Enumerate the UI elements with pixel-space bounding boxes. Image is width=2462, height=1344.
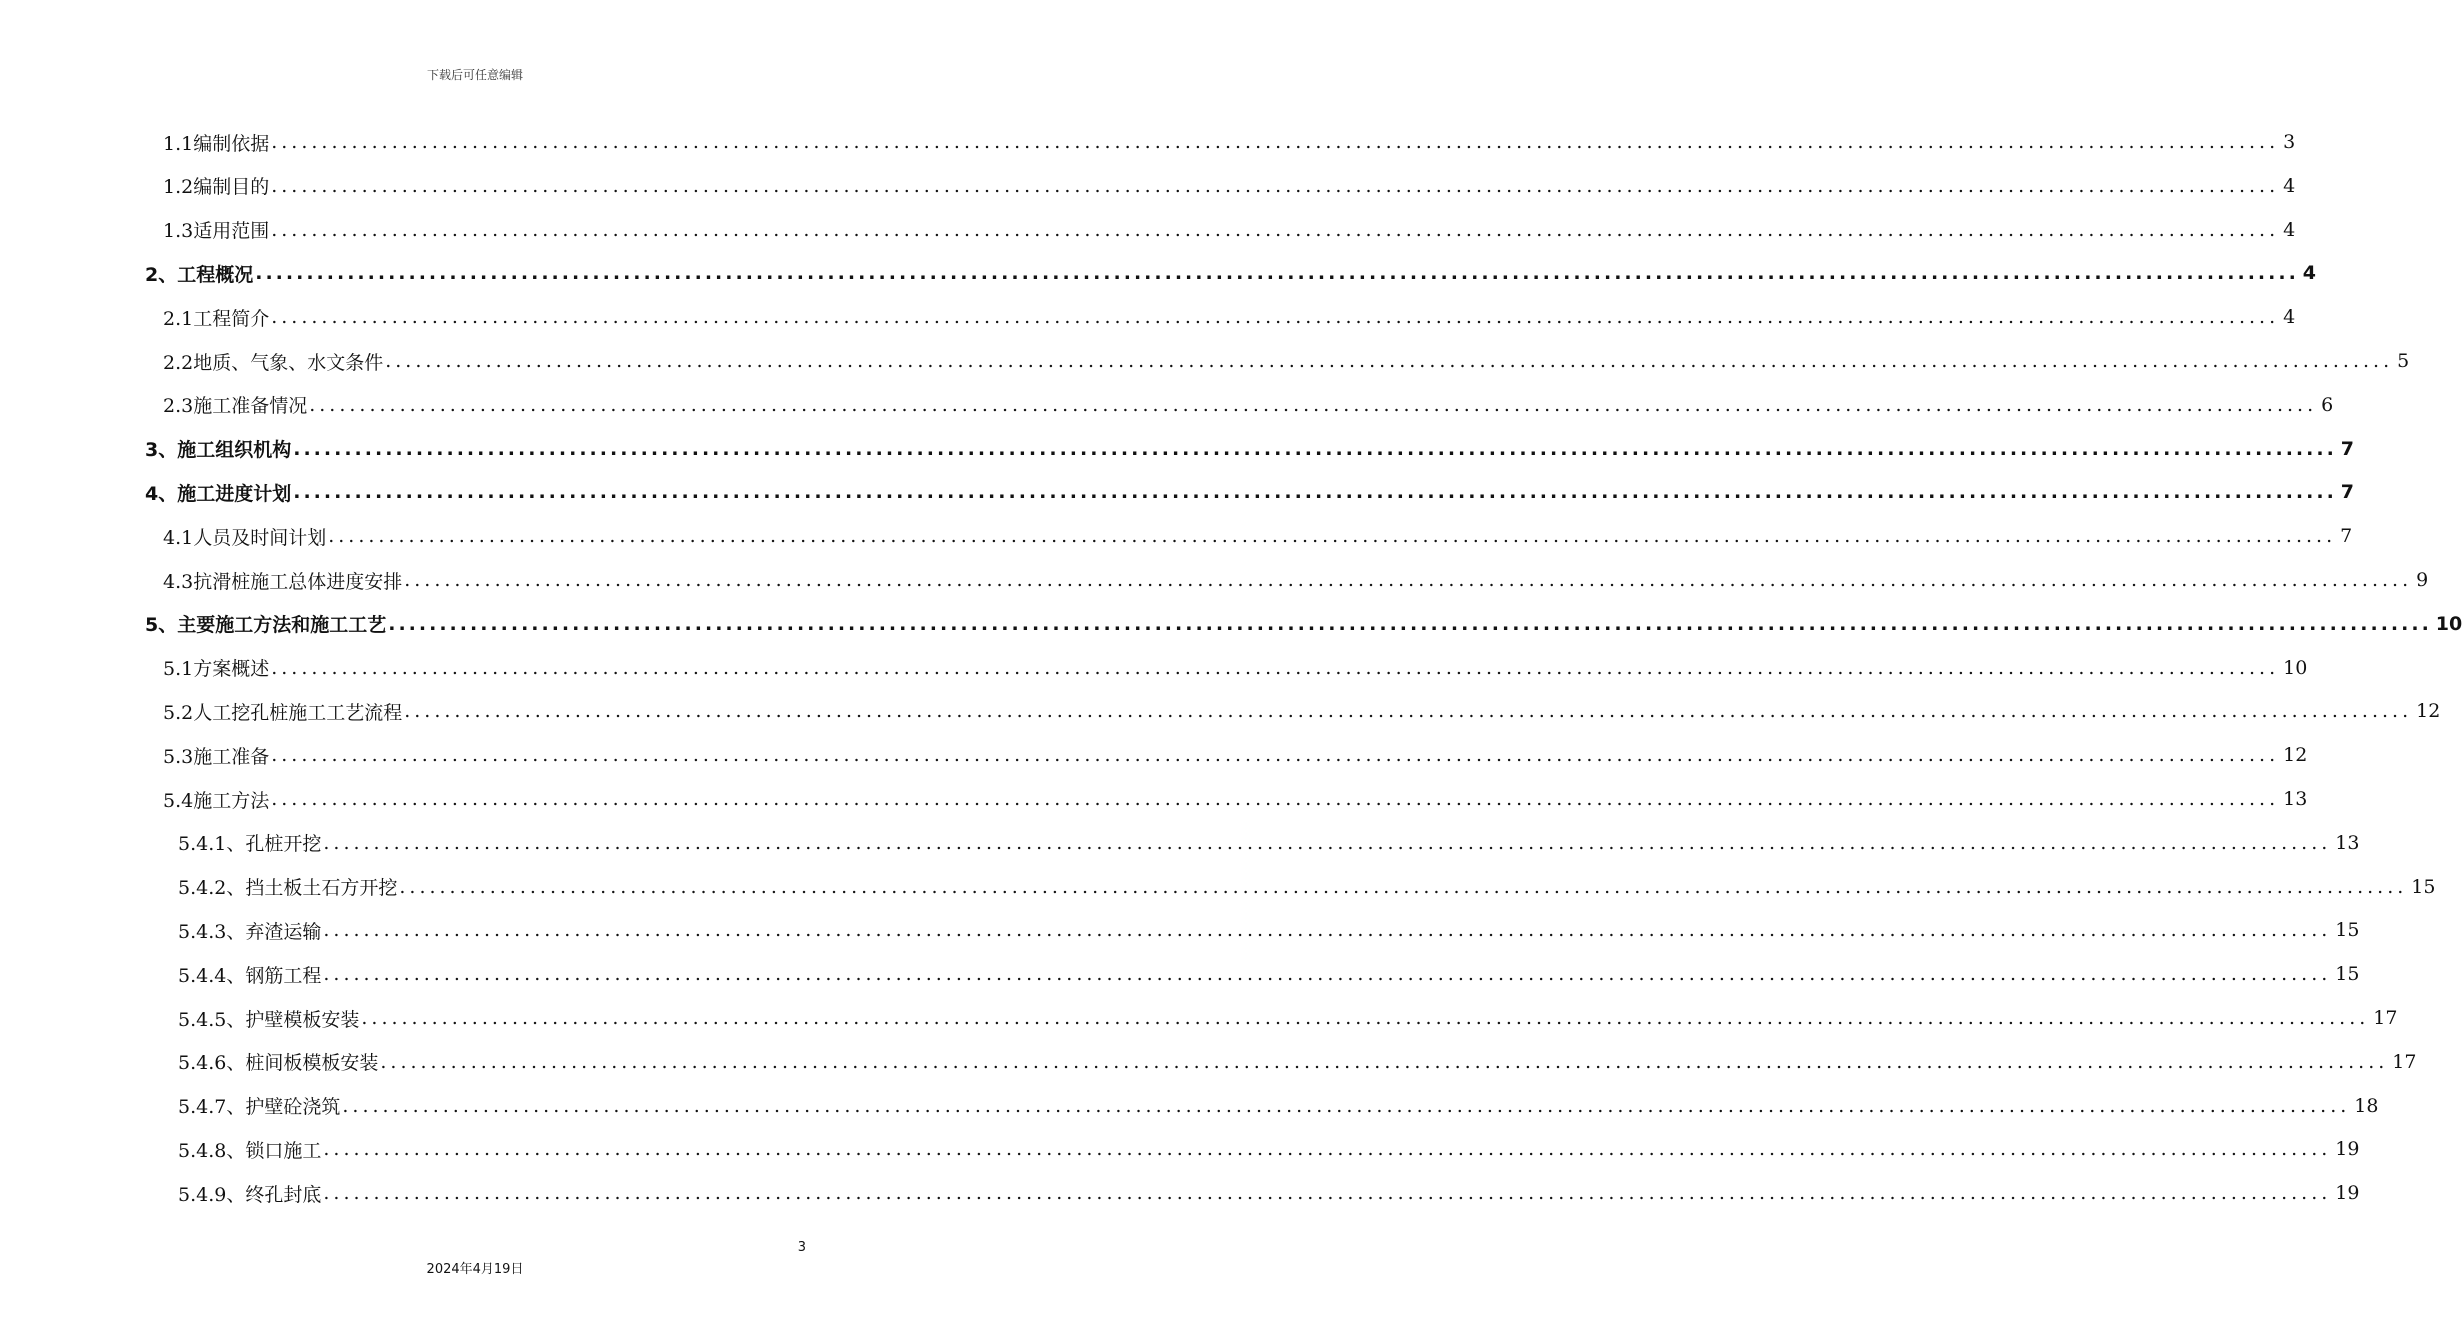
toc-entry-label: 5.4.6、桩间板模板安装 — [178, 1052, 379, 1075]
footer-date: 2024年4月19日 — [426, 1262, 524, 1277]
toc-entry-page: 5 — [2397, 350, 2410, 372]
toc-entry-label: 5.3施工准备 — [163, 745, 270, 768]
toc-entry[interactable] — [178, 1127, 2360, 1171]
toc-entry-page: 7 — [2340, 481, 2355, 504]
toc-dot-leader: ........................................................................................................................................................................................................ — [385, 350, 2394, 372]
toc-entry-page: 7 — [2340, 525, 2353, 548]
toc-entry-label: 5.4施工方法 — [163, 789, 270, 812]
toc-entry-label: 5、主要施工方法和施工工艺 — [145, 614, 387, 637]
toc-dot-leader: ........................................................................................................................................................................................................ — [271, 306, 2280, 329]
toc-dot-leader: ........................................................................................................................................................................................................ — [271, 131, 2280, 153]
toc-entry-page: 18 — [2354, 1094, 2379, 1117]
toc-entry[interactable] — [178, 908, 2360, 952]
toc-dot-leader: ........................................................................................................................................................................................................ — [380, 1050, 2389, 1073]
toc-dot-leader: ........................................................................................................................................................................................................ — [323, 963, 2332, 986]
toc-entry[interactable] — [163, 339, 2410, 383]
toc-dot-leader: ........................................................................................................................................................................................................ — [271, 218, 2280, 241]
toc-entry-page: 6 — [2321, 393, 2334, 416]
toc-entry-label: 5.4.3、弃渣运输 — [178, 920, 322, 943]
toc-entry[interactable] — [163, 514, 2353, 558]
toc-entry-label: 1.2编制目的 — [163, 176, 270, 199]
toc-entry[interactable] — [163, 164, 2296, 208]
toc-entry-label: 3、施工组织机构 — [145, 439, 292, 462]
toc-entry-label: 2、工程概况 — [145, 263, 254, 286]
toc-entry[interactable] — [178, 1040, 2417, 1084]
toc-entry-page: 15 — [2335, 963, 2360, 986]
toc-entry-label: 5.2人工挖孔桩施工工艺流程 — [163, 701, 403, 724]
toc-dot-leader: ........................................................................................................................................................................................................ — [323, 919, 2332, 942]
toc-entry[interactable] — [163, 689, 2441, 733]
toc-entry-label: 1.1编制依据 — [163, 132, 270, 155]
toc-entry-label: 4.1人员及时间计划 — [163, 526, 327, 549]
toc-dot-leader: ........................................................................................................................................................................................................ — [271, 788, 2280, 810]
toc-entry[interactable] — [163, 733, 2308, 777]
toc-entry[interactable] — [145, 427, 2355, 471]
page-header: 下载后可任意编辑 — [426, 68, 523, 82]
toc-entry-page: 7 — [2340, 437, 2355, 460]
toc-dot-leader: ........................................................................................................................................................................................................ — [342, 1094, 2351, 1117]
toc-entry-page: 17 — [2373, 1007, 2398, 1029]
toc-entry-page: 9 — [2416, 569, 2429, 591]
toc-entry-label: 2.1工程简介 — [163, 307, 270, 330]
toc-entry-page: 4 — [2283, 306, 2296, 329]
toc-dot-leader: ........................................................................................................................................................................................................ — [323, 1182, 2332, 1205]
toc-entry[interactable] — [178, 996, 2398, 1040]
toc-entry-page: 19 — [2335, 1182, 2360, 1205]
toc-entry[interactable] — [178, 952, 2360, 996]
toc-dot-leader: ........................................................................................................................................................................................................ — [309, 393, 2318, 416]
toc-dot-leader: ........................................................................................................................................................................................................ — [404, 700, 2413, 723]
toc-entry-label: 2.2地质、气象、水文条件 — [163, 351, 384, 374]
page-number: 3 — [797, 1240, 806, 1255]
toc-entry-label: 2.3施工准备情况 — [163, 395, 308, 418]
toc-entry[interactable] — [178, 1084, 2379, 1128]
toc-dot-leader: ........................................................................................................................................................................................................ — [271, 174, 2280, 197]
toc-entry-page: 3 — [2283, 131, 2296, 153]
toc-entry[interactable] — [145, 470, 2355, 514]
toc-entry-page: 4 — [2283, 174, 2296, 197]
toc-entry-page: 12 — [2283, 744, 2308, 767]
toc-entry-page: 17 — [2392, 1050, 2417, 1073]
toc-entry-label: 5.4.7、护壁砼浇筑 — [178, 1096, 341, 1119]
toc-dot-leader: ........................................................................................................................................................................................................ — [293, 437, 2337, 460]
toc-entry[interactable] — [163, 777, 2308, 821]
toc-entry-label: 1.3适用范围 — [163, 220, 270, 243]
toc-entry-page: 10 — [2283, 656, 2308, 679]
toc-entry-label: 5.4.5、护壁模板安装 — [178, 1008, 360, 1031]
toc-dot-leader: ........................................................................................................................................................................................................ — [271, 656, 2280, 679]
toc-entry-page: 4 — [2302, 262, 2317, 285]
toc-dot-leader: ........................................................................................................................................................................................................ — [323, 1138, 2332, 1161]
toc-entry[interactable] — [163, 120, 2296, 164]
toc-dot-leader: ........................................................................................................................................................................................................ — [388, 612, 2432, 635]
toc-entry[interactable] — [145, 602, 2462, 646]
toc-dot-leader: ........................................................................................................................................................................................................ — [323, 831, 2332, 854]
toc-entry-page: 13 — [2283, 788, 2308, 810]
toc-entry[interactable] — [163, 208, 2296, 252]
toc-entry-page: 4 — [2283, 218, 2296, 241]
toc-entry-page: 15 — [2335, 919, 2360, 942]
toc-entry[interactable] — [178, 1171, 2360, 1215]
toc-dot-leader: ........................................................................................................................................................................................................ — [361, 1007, 2370, 1029]
toc-entry-label: 5.4.1、孔桩开挖 — [178, 833, 322, 856]
toc-entry-label: 4、施工进度计划 — [145, 482, 292, 505]
toc-entry[interactable] — [163, 295, 2296, 339]
toc-entry-label: 5.4.2、挡土板土石方开挖 — [178, 877, 398, 900]
toc-dot-leader: ........................................................................................................................................................................................................ — [293, 481, 2337, 504]
toc-dot-leader: ........................................................................................................................................................................................................ — [404, 569, 2413, 591]
toc-entry-page: 19 — [2335, 1138, 2360, 1161]
toc-entry-page: 12 — [2416, 700, 2441, 723]
toc-entry-label: 5.4.4、钢筋工程 — [178, 964, 322, 987]
toc-entry[interactable] — [178, 821, 2360, 865]
toc-dot-leader: ........................................................................................................................................................................................................ — [399, 875, 2408, 898]
toc-dot-leader: ........................................................................................................................................................................................................ — [255, 262, 2299, 285]
toc-entry-label: 5.4.9、终孔封底 — [178, 1183, 322, 1206]
toc-dot-leader: ........................................................................................................................................................................................................ — [328, 525, 2337, 548]
toc-entry-label: 4.3抗滑桩施工总体进度安排 — [163, 570, 403, 593]
toc-entry-page: 15 — [2411, 875, 2436, 898]
toc-entry[interactable] — [163, 383, 2334, 427]
toc-entry[interactable] — [145, 251, 2317, 295]
toc-entry-label: 5.1方案概述 — [163, 658, 270, 681]
toc-entry[interactable] — [178, 865, 2436, 909]
toc-entry-page: 10 — [2435, 612, 2462, 635]
toc-entry-page: 13 — [2335, 831, 2360, 854]
toc-entry-label: 5.4.8、锁口施工 — [178, 1139, 322, 1162]
toc-dot-leader: ........................................................................................................................................................................................................ — [271, 744, 2280, 767]
toc-entry[interactable] — [163, 646, 2308, 690]
toc-entry[interactable] — [163, 558, 2429, 602]
